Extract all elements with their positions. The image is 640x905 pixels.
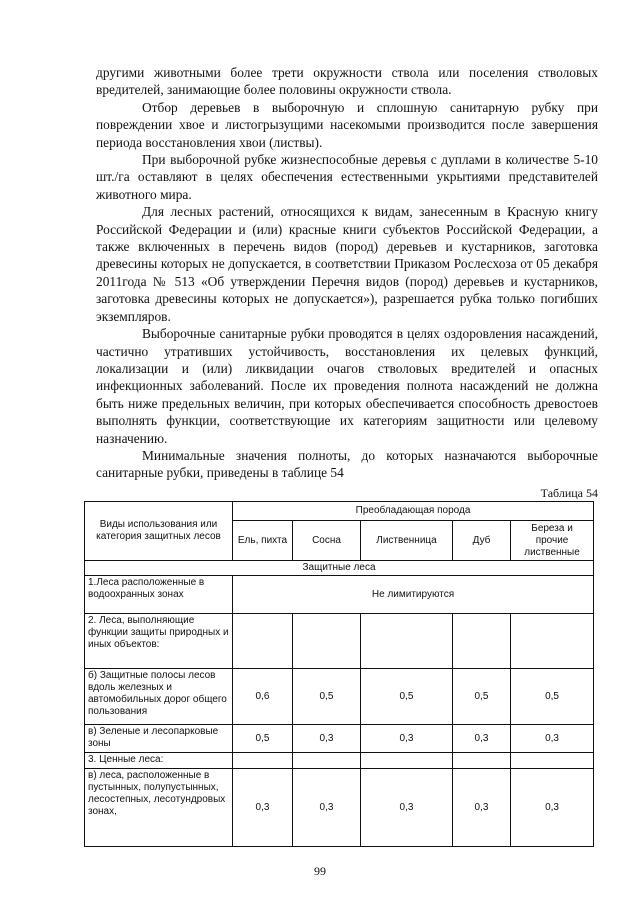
table-cell xyxy=(293,614,361,669)
row-road-strips-label: б) Защитные полосы лесов вдоль железных и автомобильных дорог общего пользования xyxy=(85,669,233,725)
row-valuable-forests-label: 3. Ценные леса: xyxy=(85,753,233,769)
header-pine: Сосна xyxy=(293,521,361,561)
header-usage: Виды использования или категория защитных лесов xyxy=(85,502,233,561)
paragraph-table-intro: Минимальные значения полноты, до которых назначаются выборочные санитарные рубки, приведены в таблице 54 xyxy=(96,447,598,481)
row-water-protection-label: 1.Леса расположенные в водоохранных зонах xyxy=(85,576,233,614)
body-text xyxy=(96,64,598,482)
page-number: 99 xyxy=(314,864,326,878)
density-table xyxy=(84,501,594,847)
table-cell xyxy=(453,753,511,769)
header-oak: Дуб xyxy=(453,521,511,561)
header-species-group: Преобладающая порода xyxy=(233,502,594,521)
row-road-strips-value: 0,5 xyxy=(293,669,361,725)
row-green-zones-value: 0,5 xyxy=(233,725,293,753)
paragraph-hollows: При выборочной рубке жизнеспособные деревья с дуплами в количестве 5-10 шт./га оставляют в целях обеспечения естественными укрытиями представителей животного мира. xyxy=(96,152,598,202)
table-cell xyxy=(233,614,293,669)
paragraph-sanitary-purpose: Выборочные санитарные рубки проводятся в целях оздоровления насаждений, частично утративших устойчивость, восстановления их целевых функций, локализации и (или) ликвидации очагов стволовых вредителей и опасных инфекционных заболеваний. После их проведения полнота насаждений не должна быть ниже предельных величин, при которых обеспечивается способность древостоев выполнять функции, соответствующие их категориям защитности или целевому назначению. xyxy=(96,326,598,446)
header-spruce-fir: Ель, пихта xyxy=(233,521,293,561)
table-cell xyxy=(361,753,453,769)
row-green-zones-value: 0,3 xyxy=(511,725,594,753)
paragraph-red-book: Для лесных растений, относящихся к видам, занесенным в Красную книгу Российской Федерации и (или) красные книги субъектов Российской Федерации, а также включенных в перечень видов (пород) деревьев и кустарников, заготовка древесины которых не допускается, в соответствии Приказом Рослесхоза от 05 декабря 2011года № 513 «Об утверждении Перечня видов (пород) деревьев и кустарников, заготовка древесины которых не допускается»), разрешается рубка только погибших экземпляров. xyxy=(96,204,598,324)
row-road-strips-value: 0,6 xyxy=(233,669,293,725)
row-protective-functions-label: 2. Леса, выполняющие функции защиты природных и иных объектов: xyxy=(85,614,233,669)
table-cell xyxy=(453,614,511,669)
row-desert-zones-value: 0,3 xyxy=(511,769,594,847)
row-water-protection-value: Не лимитируются xyxy=(233,576,594,614)
row-road-strips-value: 0,5 xyxy=(511,669,594,725)
header-larch: Лиственница xyxy=(361,521,453,561)
row-desert-zones-value: 0,3 xyxy=(293,769,361,847)
row-desert-zones-value: 0,3 xyxy=(453,769,511,847)
section-protective-forests: Защитные леса xyxy=(85,561,594,576)
table-cell xyxy=(511,614,594,669)
row-road-strips-value: 0,5 xyxy=(361,669,453,725)
row-desert-zones-label: в) леса, расположенные в пустынных, полупустынных, лесостепных, лесотундровых зонах, xyxy=(85,769,233,847)
paragraph-continuation: другими животными более трети окружности ствола или поселения стволовых вредителей, занимающие более половины окружности ствола. xyxy=(96,65,598,98)
row-green-zones-value: 0,3 xyxy=(293,725,361,753)
table-cell xyxy=(361,614,453,669)
row-desert-zones-value: 0,3 xyxy=(233,769,293,847)
table-caption: Таблица 54 xyxy=(540,486,598,500)
paragraph-selection: Отбор деревьев в выборочную и сплошную санитарную рубку при повреждении хвое и листогрызущими насекомыми производится после завершения периода восстановления хвои (листвы). xyxy=(96,99,598,150)
table-cell xyxy=(511,753,594,769)
row-desert-zones-value: 0,3 xyxy=(361,769,453,847)
row-road-strips-value: 0,5 xyxy=(453,669,511,725)
row-green-zones-value: 0,3 xyxy=(361,725,453,753)
row-green-zones-value: 0,3 xyxy=(453,725,511,753)
table-cell xyxy=(233,753,293,769)
row-green-zones-label: в) Зеленые и лесопарковые зоны xyxy=(85,725,233,753)
table-cell xyxy=(293,753,361,769)
header-birch-other: Береза и прочие лиственные xyxy=(511,521,594,561)
